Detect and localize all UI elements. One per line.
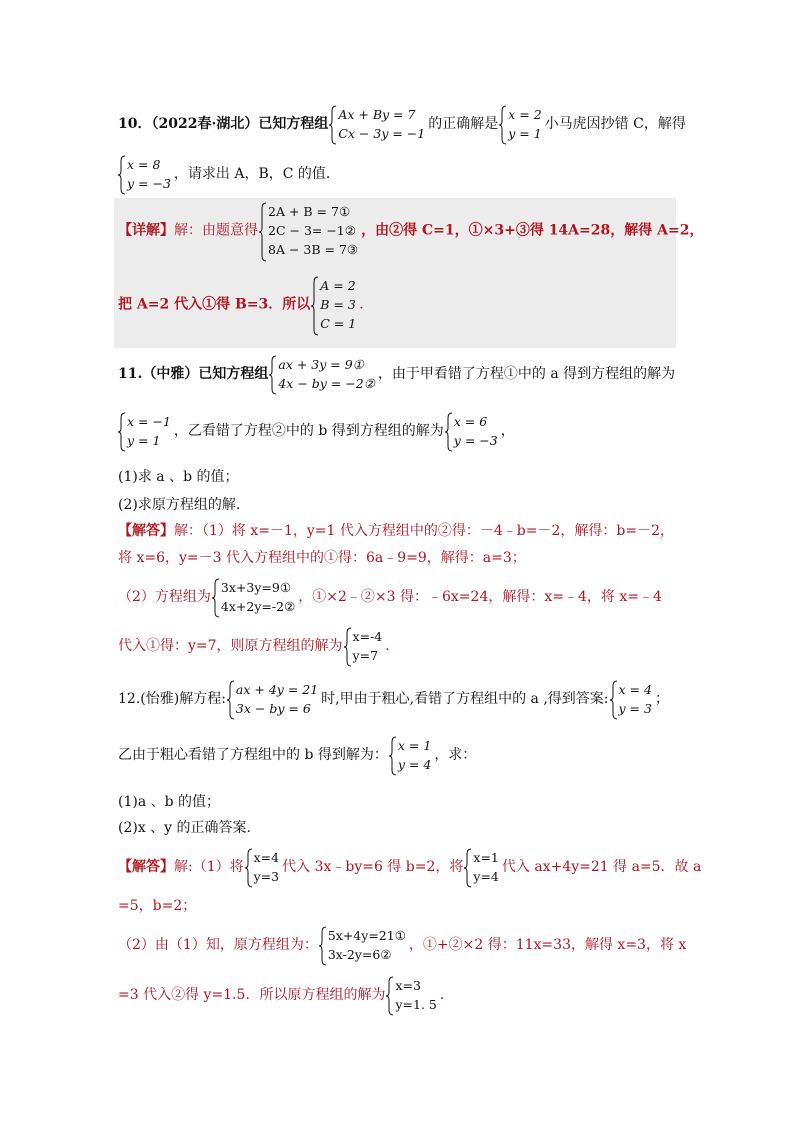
q11-ans3-eq2: 4x+2y=-2②	[220, 599, 296, 614]
q12-sys2-eq1: x = 4	[618, 682, 652, 697]
q10-stem-prefix: 10．（2022春·湖北）已知方程组	[118, 116, 329, 132]
q11-system	[269, 355, 375, 393]
q10-answer-line1	[118, 202, 703, 259]
q10-line1	[118, 105, 686, 143]
q11-part1: (1)求 a 、b 的值；	[118, 469, 239, 485]
q12-ans1b-eq2: y=4	[473, 869, 499, 884]
q12-ans1-eq2: y=3	[253, 869, 280, 884]
q12-part1: (1)a 、b 的值；	[118, 794, 221, 810]
q11-answer-line3	[118, 578, 662, 616]
q10-sys1-eq1: Ax + By = 7	[338, 107, 416, 122]
q12-answer2: =5，b=2；	[118, 898, 197, 914]
q11-stem-prefix: 11.（中雅）已知方程组	[118, 366, 269, 382]
q12-answer1-system2	[464, 848, 499, 886]
q12-sys1-eq1: ax + 4y = 21	[235, 682, 319, 697]
q12-answer-label: 【解答】	[118, 859, 174, 875]
q12-sys3-eq2: y = 4	[397, 757, 432, 772]
q12-part2: (2)x 、y 的正确答案.	[118, 820, 251, 836]
q10-sys2-eq2: y = 1	[508, 126, 542, 141]
q11-line2	[118, 412, 515, 450]
q10-stem-mid: 的正确解是	[428, 116, 499, 132]
q11-answer4-suffix: ．	[385, 638, 400, 654]
q10-system-correct	[499, 105, 541, 143]
q12-ans4-eq2: y=1. 5	[395, 997, 437, 1012]
q12-answer3-prefix: （2）由（1）知，原方程组为：	[118, 937, 318, 953]
q11-sys2-eq1: x = −1	[127, 414, 171, 429]
q11-part2: (2)求原方程组的解.	[118, 497, 241, 513]
q10-ans-eq2: 2C − 3= −1②	[268, 223, 356, 238]
q11-answer-line4	[118, 627, 399, 665]
q10-ans-eq1: 2A + B = 7①	[268, 204, 351, 219]
q12-answer-line3	[118, 926, 686, 964]
q12-ans4-eq1: x=3	[395, 978, 421, 993]
q10-system-original	[329, 105, 425, 143]
q12-line2	[118, 736, 476, 774]
q10-answer-suffix: ，由②得 C=1，①×3+③得 14A=28，解得 A=2，	[361, 222, 704, 239]
q11-answer-line1	[118, 521, 674, 541]
q10-sys3-eq2: y = −3	[127, 176, 171, 191]
q12-answer1-prefix: 解:（1）将	[174, 859, 244, 875]
q10-ans2-eq1: A = 2	[320, 278, 356, 293]
q11-answer3-suffix: ，①×2﹣②×3 得：﹣6x=24，解得：x=﹣4，将 x=﹣4	[298, 589, 662, 605]
q12-sys2-eq2: y = 3	[618, 701, 652, 716]
q12-stem-mid: 时,甲由于粗心,看错了方程组中的 a ,得到答案:	[321, 691, 609, 707]
q12-sys3-eq1: x = 1	[397, 738, 432, 753]
q11-answer1: 解：（1）将 x=－1，y=1 代入方程组中的②得：－4﹣b=－2，解得：b=－2，	[174, 523, 674, 539]
q11-sys3-eq1: x = 6	[453, 414, 488, 429]
q12-answer4-prefix: =3 代入②得 y=1.5．所以原方程组的解为	[118, 987, 386, 1003]
q12-answer-line1	[118, 848, 701, 886]
q11-line1	[118, 355, 675, 393]
q12-line1	[118, 680, 669, 718]
q12-answer4-suffix: ．	[439, 987, 454, 1003]
q10-ans2-eq2: B = 3	[320, 297, 356, 312]
q12-stem-prefix: 12.(怡雅)解方程:	[118, 691, 226, 707]
q11-system-yi	[445, 412, 498, 450]
q11-sys1-eq1: ax + 3y = 9①	[278, 357, 364, 372]
q10-answer-line2	[118, 276, 373, 333]
q12-ans1b-eq1: x=1	[473, 850, 499, 865]
q10-sys2-eq1: x = 2	[508, 107, 542, 122]
q10-ans-eq3: 8A − 3B = 7③	[268, 242, 359, 257]
q11-sys3-eq2: y = −3	[453, 433, 498, 448]
q12-answer1-suffix: 代入 ax+4y=21 得 a=5．故 a	[501, 859, 702, 875]
q10-stem-suffix: 小马虎因抄错 C，解得	[544, 116, 686, 132]
q11-answer3-prefix: （2）方程组为	[118, 589, 211, 605]
q12-line2-suffix: ，求：	[434, 747, 477, 763]
q12-answer1-system	[245, 848, 280, 886]
q11-line2-mid: ，乙看错了方程②中的 b 得到方程组的解为	[173, 423, 444, 439]
q12-ans1-eq1: x=4	[253, 850, 280, 865]
q10-answer-system	[259, 202, 358, 259]
q11-answer4-prefix: 代入①得：y=7，则原方程组的解为	[118, 638, 343, 654]
q12-answer-line4	[118, 976, 454, 1014]
q11-ans3-eq1: 3x+3y=9①	[220, 580, 292, 595]
q10-line2	[118, 155, 340, 193]
q10-answer2-system	[311, 276, 356, 333]
q10-line2-suffix: ，请求出 A，B，C 的值．	[173, 166, 340, 182]
q10-answer2-prefix: 把 A=2 代入①得 B=3．所以	[118, 296, 311, 313]
q12-stem-suffix: ；	[654, 691, 669, 707]
q12-ans3-eq2: 3x-2y=6②	[327, 947, 392, 962]
q12-ans3-eq1: 5x+4y=21①	[327, 928, 406, 943]
q12-line2-prefix: 乙由于粗心看错了方程组中的 b 得到解为：	[118, 747, 388, 763]
q12-sys1-eq2: 3x − by = 6	[235, 701, 311, 716]
q10-answer2-suffix: ．	[359, 296, 374, 313]
q11-answer3-system	[212, 578, 295, 616]
q12-system-yi	[389, 736, 431, 774]
q10-ans2-eq3: C = 1	[320, 316, 357, 331]
q11-answer-label: 【解答】	[118, 523, 174, 539]
q11-sys2-eq2: y = 1	[127, 433, 161, 448]
q11-system-jia	[118, 412, 171, 450]
q12-answer3-suffix: ，①+②×2 得：11x=33，解得 x=3，将 x	[408, 937, 687, 953]
q12-answer3-system	[319, 926, 406, 964]
q10-answer-prefix: 解：由题意得	[174, 222, 258, 239]
q11-sys1-eq2: 4x − by = −2②	[278, 376, 375, 391]
q12-answer1-mid: 代入 3x﹣by=6 得 b=2，将	[282, 859, 464, 875]
q11-line2-suffix: ，	[500, 423, 515, 439]
q10-system-wrong	[118, 155, 171, 193]
q10-sys1-eq2: Cx − 3y = −1	[338, 126, 426, 141]
q10-answer-label: 【详解】	[118, 222, 174, 239]
q11-answer2: 将 x=6，y=－3 代入方程组中的①得：6a﹣9=9，解得：a=3；	[118, 550, 526, 566]
q11-answer4-system	[344, 627, 383, 665]
q12-system-jia	[610, 680, 652, 718]
q12-answer4-system	[386, 976, 436, 1014]
q12-system	[227, 680, 318, 718]
q11-stem-suffix: ，由于甲看错了方程①中的 a 得到方程组的解为	[377, 366, 676, 382]
q10-sys3-eq1: x = 8	[127, 157, 161, 172]
q11-ans4-eq2: y=7	[352, 648, 379, 663]
q11-ans4-eq1: x=-4	[352, 629, 383, 644]
